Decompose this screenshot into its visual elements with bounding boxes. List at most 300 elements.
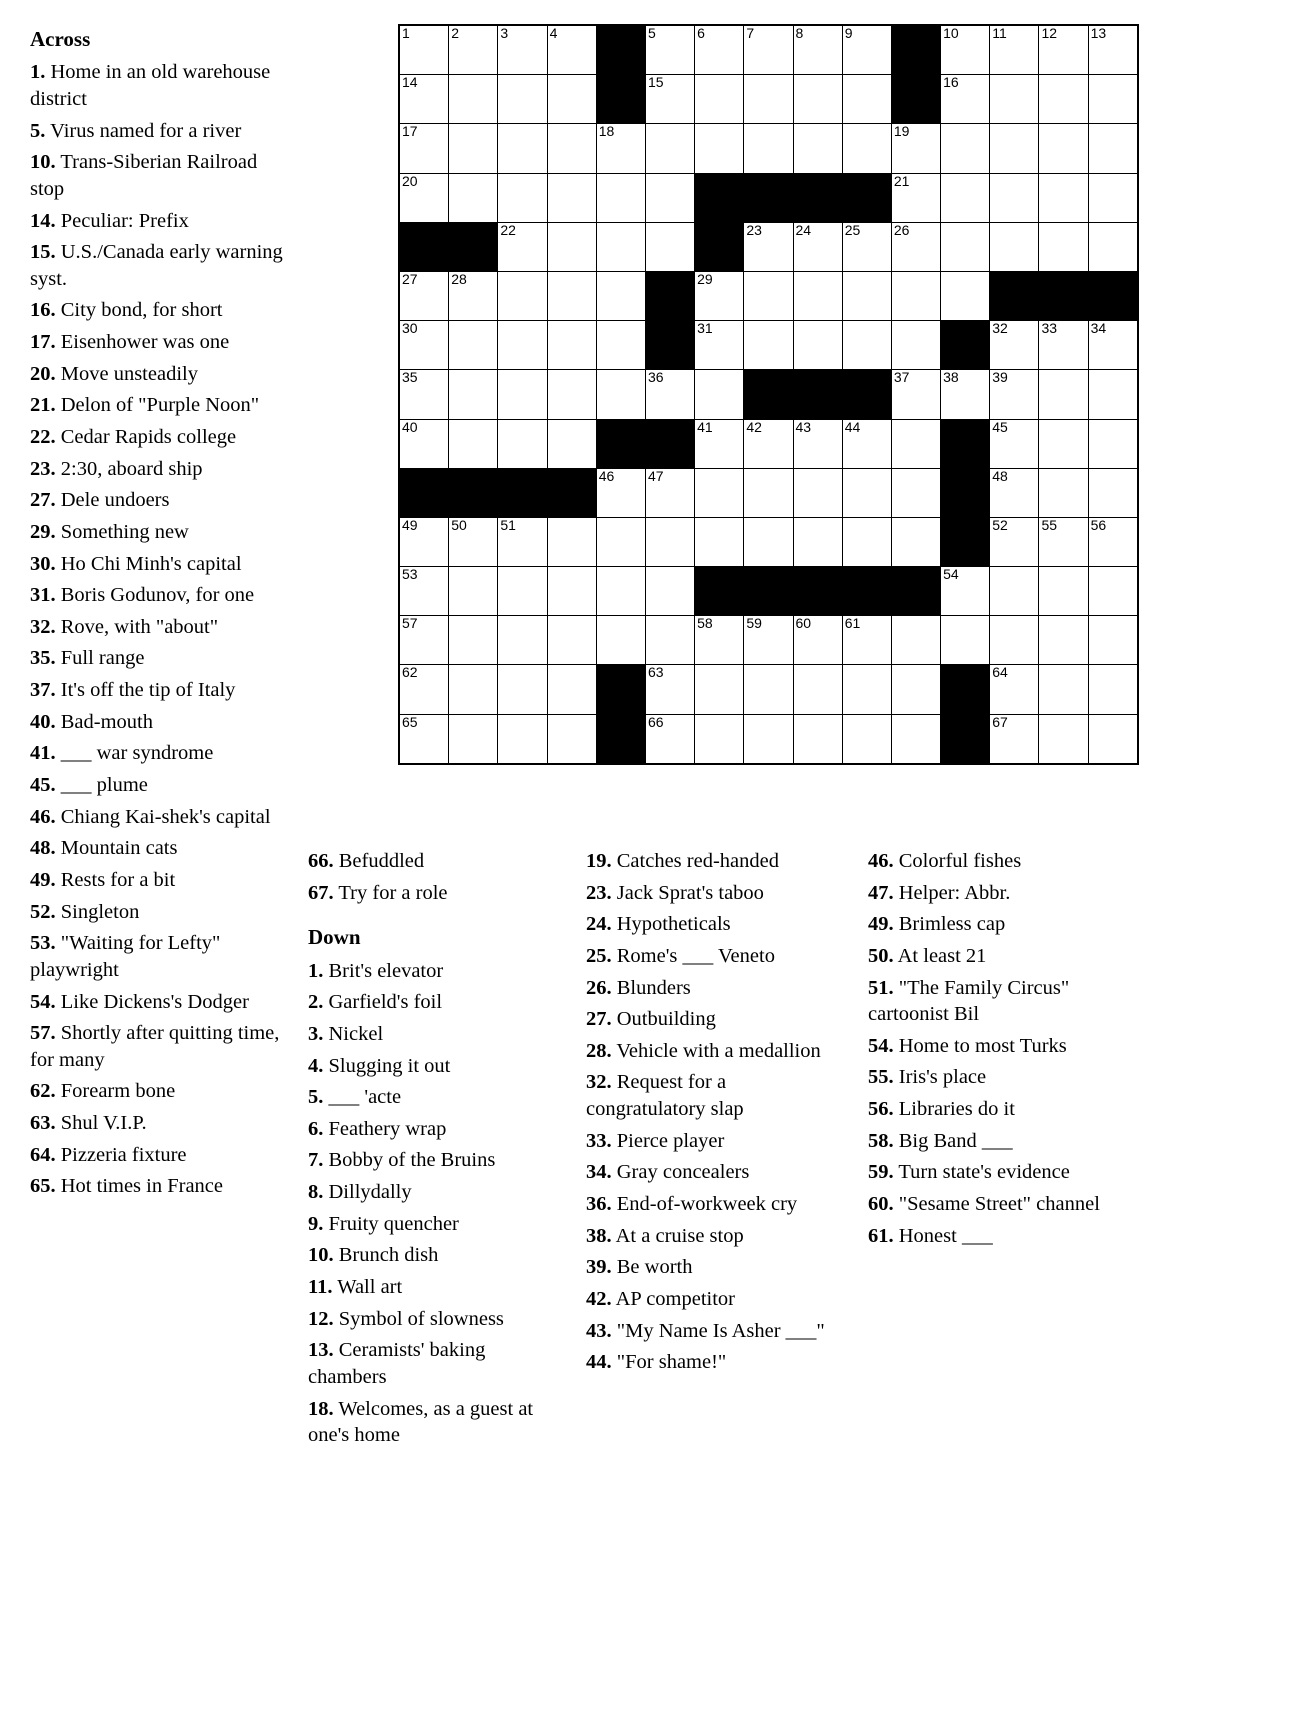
grid-cell[interactable] xyxy=(399,25,449,75)
clue-text: Ho Chi Minh's capital xyxy=(55,552,242,575)
grid-cell-number: 60 xyxy=(795,615,812,632)
clue-text: Libraries do it xyxy=(893,1098,1015,1121)
grid-cell[interactable] xyxy=(596,567,645,616)
grid-cell[interactable] xyxy=(1088,75,1138,124)
grid-cell[interactable] xyxy=(1039,370,1088,419)
down-clue-25 xyxy=(586,1223,841,1250)
grid-cell[interactable] xyxy=(399,517,449,566)
grid-cell[interactable] xyxy=(498,222,547,271)
grid-cell[interactable] xyxy=(399,124,449,173)
grid-cell[interactable] xyxy=(1088,25,1138,75)
grid-cell[interactable] xyxy=(547,370,596,419)
grid-cell-number: 4 xyxy=(549,25,558,41)
grid-cell[interactable] xyxy=(1039,222,1088,271)
grid-cell[interactable] xyxy=(842,616,891,665)
clue-text: Request for a congratulatory slap xyxy=(586,1071,744,1121)
down-clue-8 xyxy=(308,1211,558,1238)
grid-cell[interactable] xyxy=(842,468,891,517)
grid-cell[interactable] xyxy=(449,75,498,124)
grid-cell[interactable] xyxy=(498,75,547,124)
grid-cell[interactable] xyxy=(842,25,891,75)
grid-cell[interactable] xyxy=(744,124,793,173)
grid-cell[interactable] xyxy=(498,567,547,616)
clue-number: 11. xyxy=(308,1275,333,1298)
grid-cell[interactable] xyxy=(990,173,1039,222)
grid-cell[interactable] xyxy=(990,75,1039,124)
grid-cell[interactable] xyxy=(1039,419,1088,468)
grid-cell[interactable] xyxy=(990,222,1039,271)
grid-cell[interactable] xyxy=(891,271,940,320)
clue-text: Honest ___ xyxy=(893,1224,993,1247)
grid-cell[interactable] xyxy=(990,517,1039,566)
clue-number: 21. xyxy=(30,394,56,417)
grid-cell[interactable] xyxy=(596,124,645,173)
clue-text: ___ plume xyxy=(55,774,148,797)
grid-cell-number: 59 xyxy=(746,615,762,632)
grid-cell[interactable] xyxy=(1039,567,1088,616)
clue-text: Rove, with "about" xyxy=(55,615,219,638)
grid-cell[interactable] xyxy=(596,321,645,370)
grid-cell[interactable] xyxy=(1039,616,1088,665)
across-clue-0 xyxy=(30,59,290,112)
grid-cell[interactable] xyxy=(399,419,449,468)
grid-cell[interactable] xyxy=(596,468,645,517)
grid-cell-block xyxy=(399,468,449,517)
clue-number: 19. xyxy=(586,850,612,872)
grid-cell-block xyxy=(842,370,891,419)
grid-cell[interactable] xyxy=(547,321,596,370)
grid-cell-block xyxy=(695,567,744,616)
grid-cell[interactable] xyxy=(449,567,498,616)
grid-cell[interactable] xyxy=(842,665,891,714)
grid-cell[interactable] xyxy=(842,271,891,320)
clue-number: 7. xyxy=(308,1149,324,1172)
grid-cell[interactable] xyxy=(498,665,547,714)
grid-cell[interactable] xyxy=(941,271,990,320)
across-clue-28 xyxy=(30,1078,290,1105)
grid-cell[interactable] xyxy=(449,370,498,419)
grid-cell[interactable] xyxy=(596,222,645,271)
down-clue-38 xyxy=(868,1128,1130,1155)
clue-number: 56. xyxy=(868,1098,894,1121)
grid-cell-number: 64 xyxy=(992,664,1008,681)
grid-cell-block xyxy=(744,173,793,222)
grid-cell[interactable] xyxy=(645,567,694,616)
down-clue-26 xyxy=(586,1254,841,1281)
grid-cell[interactable] xyxy=(547,271,596,320)
grid-cell[interactable] xyxy=(842,419,891,468)
grid-cell[interactable] xyxy=(399,616,449,665)
grid-cell[interactable] xyxy=(891,321,940,370)
grid-cell[interactable] xyxy=(941,616,990,665)
grid-cell[interactable] xyxy=(695,25,744,75)
grid-cell[interactable] xyxy=(1039,75,1088,124)
grid-cell[interactable] xyxy=(1039,173,1088,222)
grid-cell[interactable] xyxy=(399,714,449,764)
grid-cell[interactable] xyxy=(891,517,940,566)
grid-cell[interactable] xyxy=(891,616,940,665)
grid-cell[interactable] xyxy=(547,25,596,75)
grid-cell-number: 38 xyxy=(943,369,959,386)
grid-cell[interactable] xyxy=(498,321,547,370)
grid-cell[interactable] xyxy=(1039,714,1088,764)
across-clue-27 xyxy=(30,1020,290,1073)
grid-cell[interactable] xyxy=(596,517,645,566)
clue-number: 50. xyxy=(868,944,894,967)
grid-cell[interactable] xyxy=(449,616,498,665)
grid-cell[interactable] xyxy=(547,616,596,665)
down-clue-21 xyxy=(586,1069,841,1122)
grid-cell[interactable] xyxy=(695,468,744,517)
grid-cell[interactable] xyxy=(990,124,1039,173)
grid-cell[interactable] xyxy=(547,124,596,173)
grid-cell[interactable] xyxy=(399,370,449,419)
grid-cell[interactable] xyxy=(793,271,842,320)
grid-cell-number: 65 xyxy=(402,713,418,730)
grid-cell[interactable] xyxy=(744,25,793,75)
grid-cell[interactable] xyxy=(891,419,940,468)
down-clue-31 xyxy=(868,880,1130,907)
grid-cell[interactable] xyxy=(645,714,694,764)
grid-cell[interactable] xyxy=(1088,222,1138,271)
grid-cell-block xyxy=(990,271,1039,320)
grid-cell[interactable] xyxy=(1039,468,1088,517)
clue-text: Home to most Turks xyxy=(893,1034,1067,1057)
grid-cell[interactable] xyxy=(744,665,793,714)
grid-cell-number: 6 xyxy=(697,25,705,41)
grid-cell-block xyxy=(744,370,793,419)
grid-cell[interactable] xyxy=(547,173,596,222)
grid-cell[interactable] xyxy=(842,124,891,173)
grid-cell-number: 16 xyxy=(943,74,959,91)
grid-cell[interactable] xyxy=(891,173,940,222)
grid-cell[interactable] xyxy=(498,517,547,566)
across-clue-8 xyxy=(30,392,290,419)
grid-cell[interactable] xyxy=(1088,321,1138,370)
clue-text: Vehicle with a medallion xyxy=(611,1039,821,1062)
clue-number: 1. xyxy=(308,959,324,982)
clue-number: 24. xyxy=(586,913,612,936)
grid-cell[interactable] xyxy=(645,665,694,714)
grid-cell[interactable] xyxy=(744,321,793,370)
grid-cell[interactable] xyxy=(695,271,744,320)
grid-cell[interactable] xyxy=(498,271,547,320)
grid-cell[interactable] xyxy=(744,75,793,124)
grid-cell[interactable] xyxy=(449,419,498,468)
clue-number: 60. xyxy=(868,1193,894,1216)
grid-cell[interactable] xyxy=(990,714,1039,764)
grid-cell[interactable] xyxy=(990,567,1039,616)
grid-cell[interactable] xyxy=(793,124,842,173)
across-clue-13 xyxy=(30,551,290,578)
grid-cell[interactable] xyxy=(793,468,842,517)
clue-number: 42. xyxy=(586,1287,612,1310)
grid-cell[interactable] xyxy=(695,517,744,566)
grid-cell[interactable] xyxy=(498,173,547,222)
grid-cell[interactable] xyxy=(399,173,449,222)
across-clue-33 xyxy=(308,880,558,907)
clue-text: Nickel xyxy=(323,1022,384,1045)
grid-cell[interactable] xyxy=(547,75,596,124)
grid-cell-block xyxy=(891,25,940,75)
clue-text: At least 21 xyxy=(893,944,987,967)
grid-cell[interactable] xyxy=(449,517,498,566)
grid-cell[interactable] xyxy=(596,616,645,665)
grid-cell[interactable] xyxy=(1039,25,1088,75)
clue-text: Brunch dish xyxy=(333,1244,439,1267)
grid-cell[interactable] xyxy=(547,222,596,271)
clue-number: 48. xyxy=(30,837,56,860)
grid-row xyxy=(399,222,1138,271)
grid-cell[interactable] xyxy=(449,124,498,173)
grid-cell-block xyxy=(941,419,990,468)
clue-text: Shul V.I.P. xyxy=(55,1112,147,1135)
grid-cell[interactable] xyxy=(449,321,498,370)
clue-text: Befuddled xyxy=(333,850,425,872)
grid-cell-block xyxy=(941,468,990,517)
grid-cell[interactable] xyxy=(793,321,842,370)
grid-cell-number: 12 xyxy=(1041,25,1058,41)
grid-cell[interactable] xyxy=(399,271,449,320)
grid-cell[interactable] xyxy=(547,567,596,616)
down-clue-30 xyxy=(868,848,1130,875)
grid-cell[interactable] xyxy=(498,25,547,75)
grid-cell[interactable] xyxy=(891,124,940,173)
grid-cell[interactable] xyxy=(498,714,547,764)
down-clue-11 xyxy=(308,1306,558,1333)
grid-cell[interactable] xyxy=(547,714,596,764)
across-clue-30 xyxy=(30,1142,290,1169)
grid-cell[interactable] xyxy=(596,370,645,419)
clue-number: 12. xyxy=(308,1307,334,1330)
grid-cell[interactable] xyxy=(744,714,793,764)
clue-text: Be worth xyxy=(611,1256,693,1279)
grid-cell[interactable] xyxy=(990,370,1039,419)
clue-text: Rome's ___ Veneto xyxy=(611,944,775,967)
grid-cell[interactable] xyxy=(744,222,793,271)
grid-cell[interactable] xyxy=(645,75,694,124)
across-clue-16 xyxy=(30,645,290,672)
clue-text: Welcomes, as a guest at one's home xyxy=(308,1397,534,1447)
grid-cell[interactable] xyxy=(596,173,645,222)
grid-cell[interactable] xyxy=(695,419,744,468)
grid-cell[interactable] xyxy=(1088,468,1138,517)
grid-cell[interactable] xyxy=(695,75,744,124)
down-clue-35 xyxy=(868,1033,1130,1060)
grid-cell[interactable] xyxy=(793,419,842,468)
grid-cell[interactable] xyxy=(1088,616,1138,665)
grid-cell[interactable] xyxy=(1088,173,1138,222)
grid-cell[interactable] xyxy=(793,75,842,124)
grid-cell[interactable] xyxy=(645,468,694,517)
grid-cell[interactable] xyxy=(941,173,990,222)
grid-cell[interactable] xyxy=(449,271,498,320)
grid-cell-block xyxy=(1039,271,1088,320)
grid-cell[interactable] xyxy=(645,370,694,419)
grid-cell[interactable] xyxy=(547,665,596,714)
grid-cell[interactable] xyxy=(793,665,842,714)
grid-cell[interactable] xyxy=(941,25,990,75)
clue-number: 34. xyxy=(586,1161,612,1184)
grid-cell[interactable] xyxy=(695,665,744,714)
grid-row xyxy=(399,714,1138,764)
grid-cell[interactable] xyxy=(990,321,1039,370)
grid-cell-block xyxy=(645,419,694,468)
grid-cell-number: 51 xyxy=(500,516,516,533)
grid-cell[interactable] xyxy=(990,616,1039,665)
across-clue-7 xyxy=(30,361,290,388)
grid-cell[interactable] xyxy=(1088,714,1138,764)
grid-cell[interactable] xyxy=(1039,517,1088,566)
clue-number: 1. xyxy=(30,61,46,84)
grid-cell[interactable] xyxy=(793,714,842,764)
clue-text: Gray concealers xyxy=(611,1161,750,1184)
across-clue-15 xyxy=(30,614,290,641)
grid-row xyxy=(399,321,1138,370)
grid-cell[interactable] xyxy=(990,665,1039,714)
down-clue-list-part1 xyxy=(308,958,558,1449)
grid-cell[interactable] xyxy=(941,567,990,616)
down-clue-17 xyxy=(586,943,841,970)
down-clue-list-part2 xyxy=(586,848,841,1376)
grid-cell[interactable] xyxy=(399,321,449,370)
grid-cell-number: 27 xyxy=(402,270,418,287)
grid-cell-number: 30 xyxy=(402,320,418,337)
grid-cell-block xyxy=(1088,271,1138,320)
down-clue-27 xyxy=(586,1286,841,1313)
grid-row xyxy=(399,419,1138,468)
across-clue-29 xyxy=(30,1110,290,1137)
grid-cell[interactable] xyxy=(645,222,694,271)
clue-number: 67. xyxy=(308,881,334,904)
grid-cell[interactable] xyxy=(596,271,645,320)
grid-cell-number: 41 xyxy=(697,418,713,435)
clue-number: 45. xyxy=(30,774,56,797)
grid-cell-number: 58 xyxy=(697,615,713,632)
grid-cell[interactable] xyxy=(744,517,793,566)
grid-cell[interactable] xyxy=(842,321,891,370)
clue-text: Slugging it out xyxy=(323,1054,451,1077)
grid-cell-number: 20 xyxy=(402,172,418,189)
clue-number: 23. xyxy=(30,457,56,480)
clue-number: 33. xyxy=(586,1129,612,1152)
clue-number: 28. xyxy=(586,1039,612,1062)
clue-text: Bad-mouth xyxy=(55,710,153,733)
grid-cell[interactable] xyxy=(547,419,596,468)
grid-cell[interactable] xyxy=(1039,321,1088,370)
grid-cell[interactable] xyxy=(990,419,1039,468)
grid-cell[interactable] xyxy=(842,222,891,271)
grid-cell[interactable] xyxy=(1088,419,1138,468)
grid-cell[interactable] xyxy=(498,419,547,468)
grid-cell[interactable] xyxy=(695,124,744,173)
clue-text: "Sesame Street" channel xyxy=(893,1193,1100,1216)
grid-cell[interactable] xyxy=(498,370,547,419)
grid-cell[interactable] xyxy=(744,419,793,468)
grid-row xyxy=(399,271,1138,320)
grid-cell[interactable] xyxy=(842,75,891,124)
grid-cell[interactable] xyxy=(744,468,793,517)
grid-cell-block xyxy=(596,419,645,468)
grid-cell[interactable] xyxy=(891,468,940,517)
grid-cell[interactable] xyxy=(1039,124,1088,173)
grid-cell[interactable] xyxy=(842,714,891,764)
grid-cell[interactable] xyxy=(449,714,498,764)
grid-cell[interactable] xyxy=(399,75,449,124)
grid-cell[interactable] xyxy=(1088,517,1138,566)
grid-cell[interactable] xyxy=(1039,665,1088,714)
grid-cell[interactable] xyxy=(449,25,498,75)
grid-cell[interactable] xyxy=(645,517,694,566)
clue-text: "Waiting for Lefty" playwright xyxy=(30,932,221,981)
grid-cell[interactable] xyxy=(891,370,940,419)
clue-text: Hot times in France xyxy=(55,1175,224,1198)
grid-cell[interactable] xyxy=(1088,124,1138,173)
grid-cell[interactable] xyxy=(990,25,1039,75)
grid-cell[interactable] xyxy=(941,75,990,124)
grid-cell[interactable] xyxy=(891,714,940,764)
grid-cell-number: 44 xyxy=(844,418,861,435)
grid-cell-block xyxy=(842,567,891,616)
grid-cell[interactable] xyxy=(793,616,842,665)
grid-cell[interactable] xyxy=(695,616,744,665)
grid-cell[interactable] xyxy=(449,665,498,714)
grid-cell[interactable] xyxy=(645,124,694,173)
grid-cell[interactable] xyxy=(744,271,793,320)
clue-number: 6. xyxy=(308,1117,324,1140)
clue-number: 17. xyxy=(30,331,56,354)
grid-cell[interactable] xyxy=(1088,370,1138,419)
grid-cell[interactable] xyxy=(695,321,744,370)
grid-cell[interactable] xyxy=(793,517,842,566)
grid-cell[interactable] xyxy=(645,616,694,665)
grid-cell[interactable] xyxy=(744,616,793,665)
grid-cell[interactable] xyxy=(793,222,842,271)
clue-number: 39. xyxy=(586,1256,612,1279)
clue-text: Blunders xyxy=(611,976,691,999)
grid-cell[interactable] xyxy=(399,567,449,616)
grid-cell[interactable] xyxy=(547,517,596,566)
grid-cell[interactable] xyxy=(645,25,694,75)
grid-cell-number: 31 xyxy=(697,320,713,337)
grid-cell[interactable] xyxy=(891,665,940,714)
grid-cell[interactable] xyxy=(941,124,990,173)
grid-cell-block xyxy=(941,714,990,764)
grid-cell[interactable] xyxy=(645,173,694,222)
clue-text: It's off the tip of Italy xyxy=(55,679,236,702)
grid-cell[interactable] xyxy=(793,25,842,75)
grid-cell[interactable] xyxy=(695,714,744,764)
clue-number: 29. xyxy=(30,520,56,543)
down-clue-6 xyxy=(308,1147,558,1174)
grid-cell[interactable] xyxy=(399,665,449,714)
grid-cell[interactable] xyxy=(695,370,744,419)
grid-cell[interactable] xyxy=(498,124,547,173)
clue-number: 46. xyxy=(868,850,894,872)
clue-number: 41. xyxy=(30,742,56,765)
crossword-grid[interactable] xyxy=(398,24,1139,765)
grid-cell[interactable] xyxy=(1088,567,1138,616)
grid-cell[interactable] xyxy=(941,222,990,271)
grid-cell[interactable] xyxy=(842,517,891,566)
grid-cell[interactable] xyxy=(449,173,498,222)
grid-cell[interactable] xyxy=(1088,665,1138,714)
grid-cell[interactable] xyxy=(941,370,990,419)
grid-cell[interactable] xyxy=(891,222,940,271)
grid-cell[interactable] xyxy=(498,616,547,665)
across-clue-21 xyxy=(30,804,290,831)
grid-cell[interactable] xyxy=(990,468,1039,517)
